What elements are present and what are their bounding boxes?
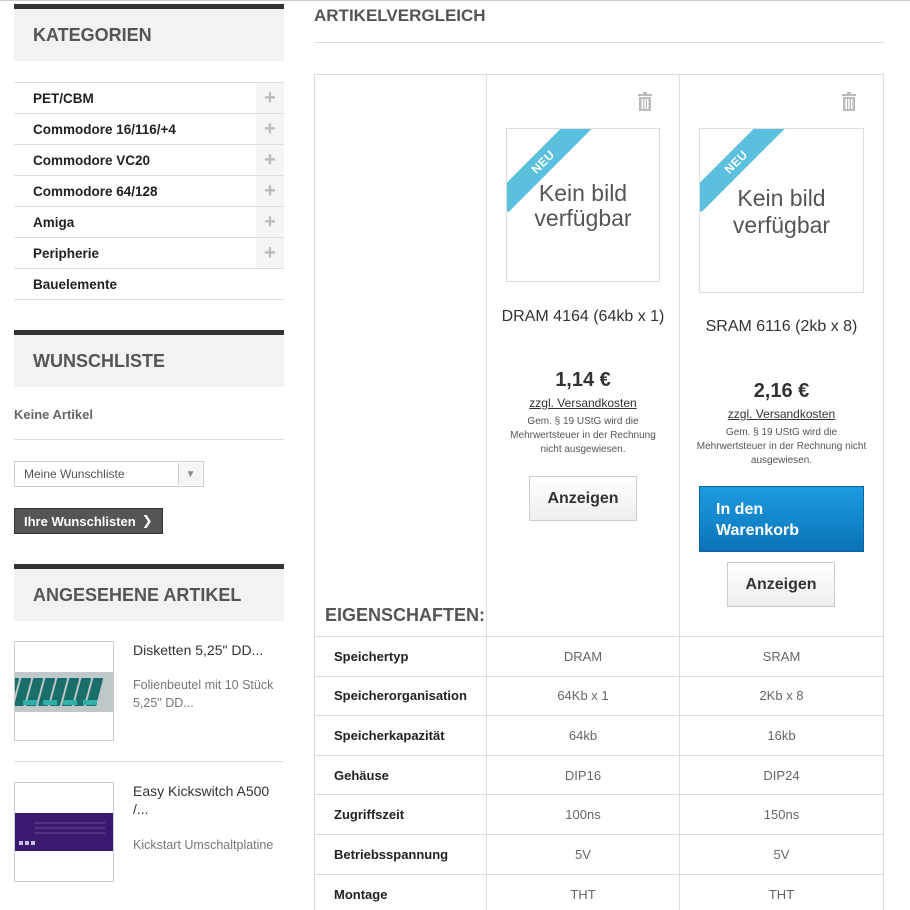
product-image[interactable] [699,128,864,293]
category-label[interactable]: Commodore VC20 [33,152,151,168]
wishlist-select-value: Meine Wunschliste [24,467,125,481]
no-image-text: verfügbar [534,205,632,231]
category-label[interactable]: Commodore 16/116/+4 [33,121,176,137]
new-badge: NEU [699,128,786,212]
category-label[interactable]: Peripherie [33,245,100,261]
property-label: Montage [315,875,487,910]
page-title: ARTIKELVERGLEICH [314,6,884,43]
table-row [315,795,883,835]
table-row [315,756,883,796]
seen-article-desc: Kickstart Umschaltplatine [133,838,274,852]
category-label[interactable]: Amiga [33,214,75,230]
property-value: DIP24 [763,767,800,783]
chevron-right-icon: ❯ [141,513,153,528]
table-row [315,677,883,717]
sidebar [14,4,284,882]
show-button[interactable]: Anzeigen [529,476,637,521]
category-item-bauelemente[interactable] [14,269,284,300]
seen-article-title[interactable]: Easy Kickswitch A500 /... [133,783,270,817]
trash-icon[interactable] [637,91,653,111]
property-label: Speicherkapazität [315,716,487,755]
no-image-text: verfügbar [732,212,831,238]
table-row [315,637,883,677]
category-item-pet-cbm[interactable] [14,83,284,114]
seen-articles-header [14,564,284,621]
property-value: 5V [487,835,680,874]
divider [14,761,284,762]
property-label: Gehäuse [315,756,487,795]
wishlist-header [14,330,284,387]
kickswitch-thumbnail-image[interactable] [14,782,114,882]
property-label: Speichertyp [315,637,487,676]
expand-plus-icon[interactable]: + [256,83,284,113]
property-value: 64Kb x 1 [487,677,680,716]
seen-article-text [133,641,284,741]
tax-note: Gem. § 19 UStG wird die Mehrwertsteuer in der Rechnung nicht ausgewiesen. [510,416,656,455]
new-badge: NEU [506,128,593,212]
product-name[interactable]: SRAM 6116 (2kb x 8) [705,318,858,335]
seen-article-text [133,782,284,882]
wishlist-title: WUNSCHLISTE [33,350,165,371]
main-content [314,0,884,902]
product-price: 1,14 € [555,369,611,391]
expand-plus-icon[interactable]: + [256,176,284,206]
product-name[interactable]: DRAM 4164 (64kb x 1) [501,308,665,325]
category-item-commodore-64[interactable] [14,176,284,207]
property-value: 16kb [767,727,796,743]
property-value: DRAM [487,637,680,676]
seen-articles-title: ANGESEHENE ARTIKEL [33,584,242,605]
my-wishlists-button[interactable] [14,508,163,534]
seen-article-title[interactable]: Disketten 5,25" DD... [133,642,264,658]
divider [14,439,284,440]
shipping-link[interactable]: zzgl. Versandkosten [529,396,637,410]
expand-plus-icon[interactable]: + [256,114,284,144]
product-image[interactable] [506,128,660,282]
seen-article-item[interactable] [14,782,284,882]
table-row [315,835,883,875]
comparison-table [314,74,884,910]
no-image-text: Kein bild [737,185,826,211]
wishlist-empty-text: Keine Artikel [14,407,93,422]
chevron-down-icon[interactable]: ▼ [178,463,202,485]
category-item-amiga[interactable] [14,207,284,238]
property-value: 64kb [487,716,680,755]
my-wishlists-label: Ihre Wunschlisten [24,513,136,529]
category-item-commodore-16[interactable] [14,114,284,145]
property-value: 5V [773,846,790,862]
product-column [487,75,680,636]
seen-article-desc: Folienbeutel mit 10 Stück 5,25" DD... [133,678,274,710]
category-item-peripherie[interactable] [14,238,284,269]
property-value: THT [487,875,680,910]
product-price: 2,16 € [753,380,810,402]
categories-title: KATEGORIEN [33,24,152,45]
add-to-cart-button[interactable]: In den Warenkorb [699,486,864,552]
category-label[interactable]: Bauelemente [33,276,118,292]
expand-plus-icon[interactable]: + [256,238,284,268]
expand-plus-icon[interactable]: + [256,145,284,175]
property-value: SRAM [762,648,801,664]
show-button[interactable]: Anzeigen [727,562,835,607]
category-label[interactable]: Commodore 64/128 [33,183,158,199]
property-value: THT [768,886,795,902]
property-label: Zugriffszeit [315,795,487,834]
table-row [315,716,883,756]
expand-plus-icon[interactable]: + [256,207,284,237]
tax-note: Gem. § 19 UStG wird die Mehrwertsteuer in der Rechnung nicht ausgewiesen. [696,427,867,466]
shipping-link[interactable]: zzgl. Versandkosten [727,407,836,421]
table-row [315,875,883,910]
categories-header [14,4,284,61]
property-label: Speicherorganisation [315,677,487,716]
seen-article-item[interactable] [14,641,284,741]
property-label: Betriebsspannung [315,835,487,874]
category-item-commodore-vc20[interactable] [14,145,284,176]
property-value: 150ns [763,807,800,823]
category-list [14,82,284,300]
product-column [680,75,883,636]
no-image-text: Kein bild [538,180,628,206]
category-label[interactable]: PET/CBM [33,90,94,106]
properties-title: EIGENSCHAFTEN: [325,605,486,625]
properties-header-cell [315,75,487,636]
property-value: 100ns [487,795,680,834]
wishlist-select[interactable] [14,461,204,487]
property-value: DIP16 [487,756,680,795]
comparison-products-row [315,75,883,637]
diskette-thumbnail-image[interactable] [14,641,114,741]
trash-icon[interactable] [841,91,857,111]
property-value: 2Kb x 8 [759,688,804,704]
